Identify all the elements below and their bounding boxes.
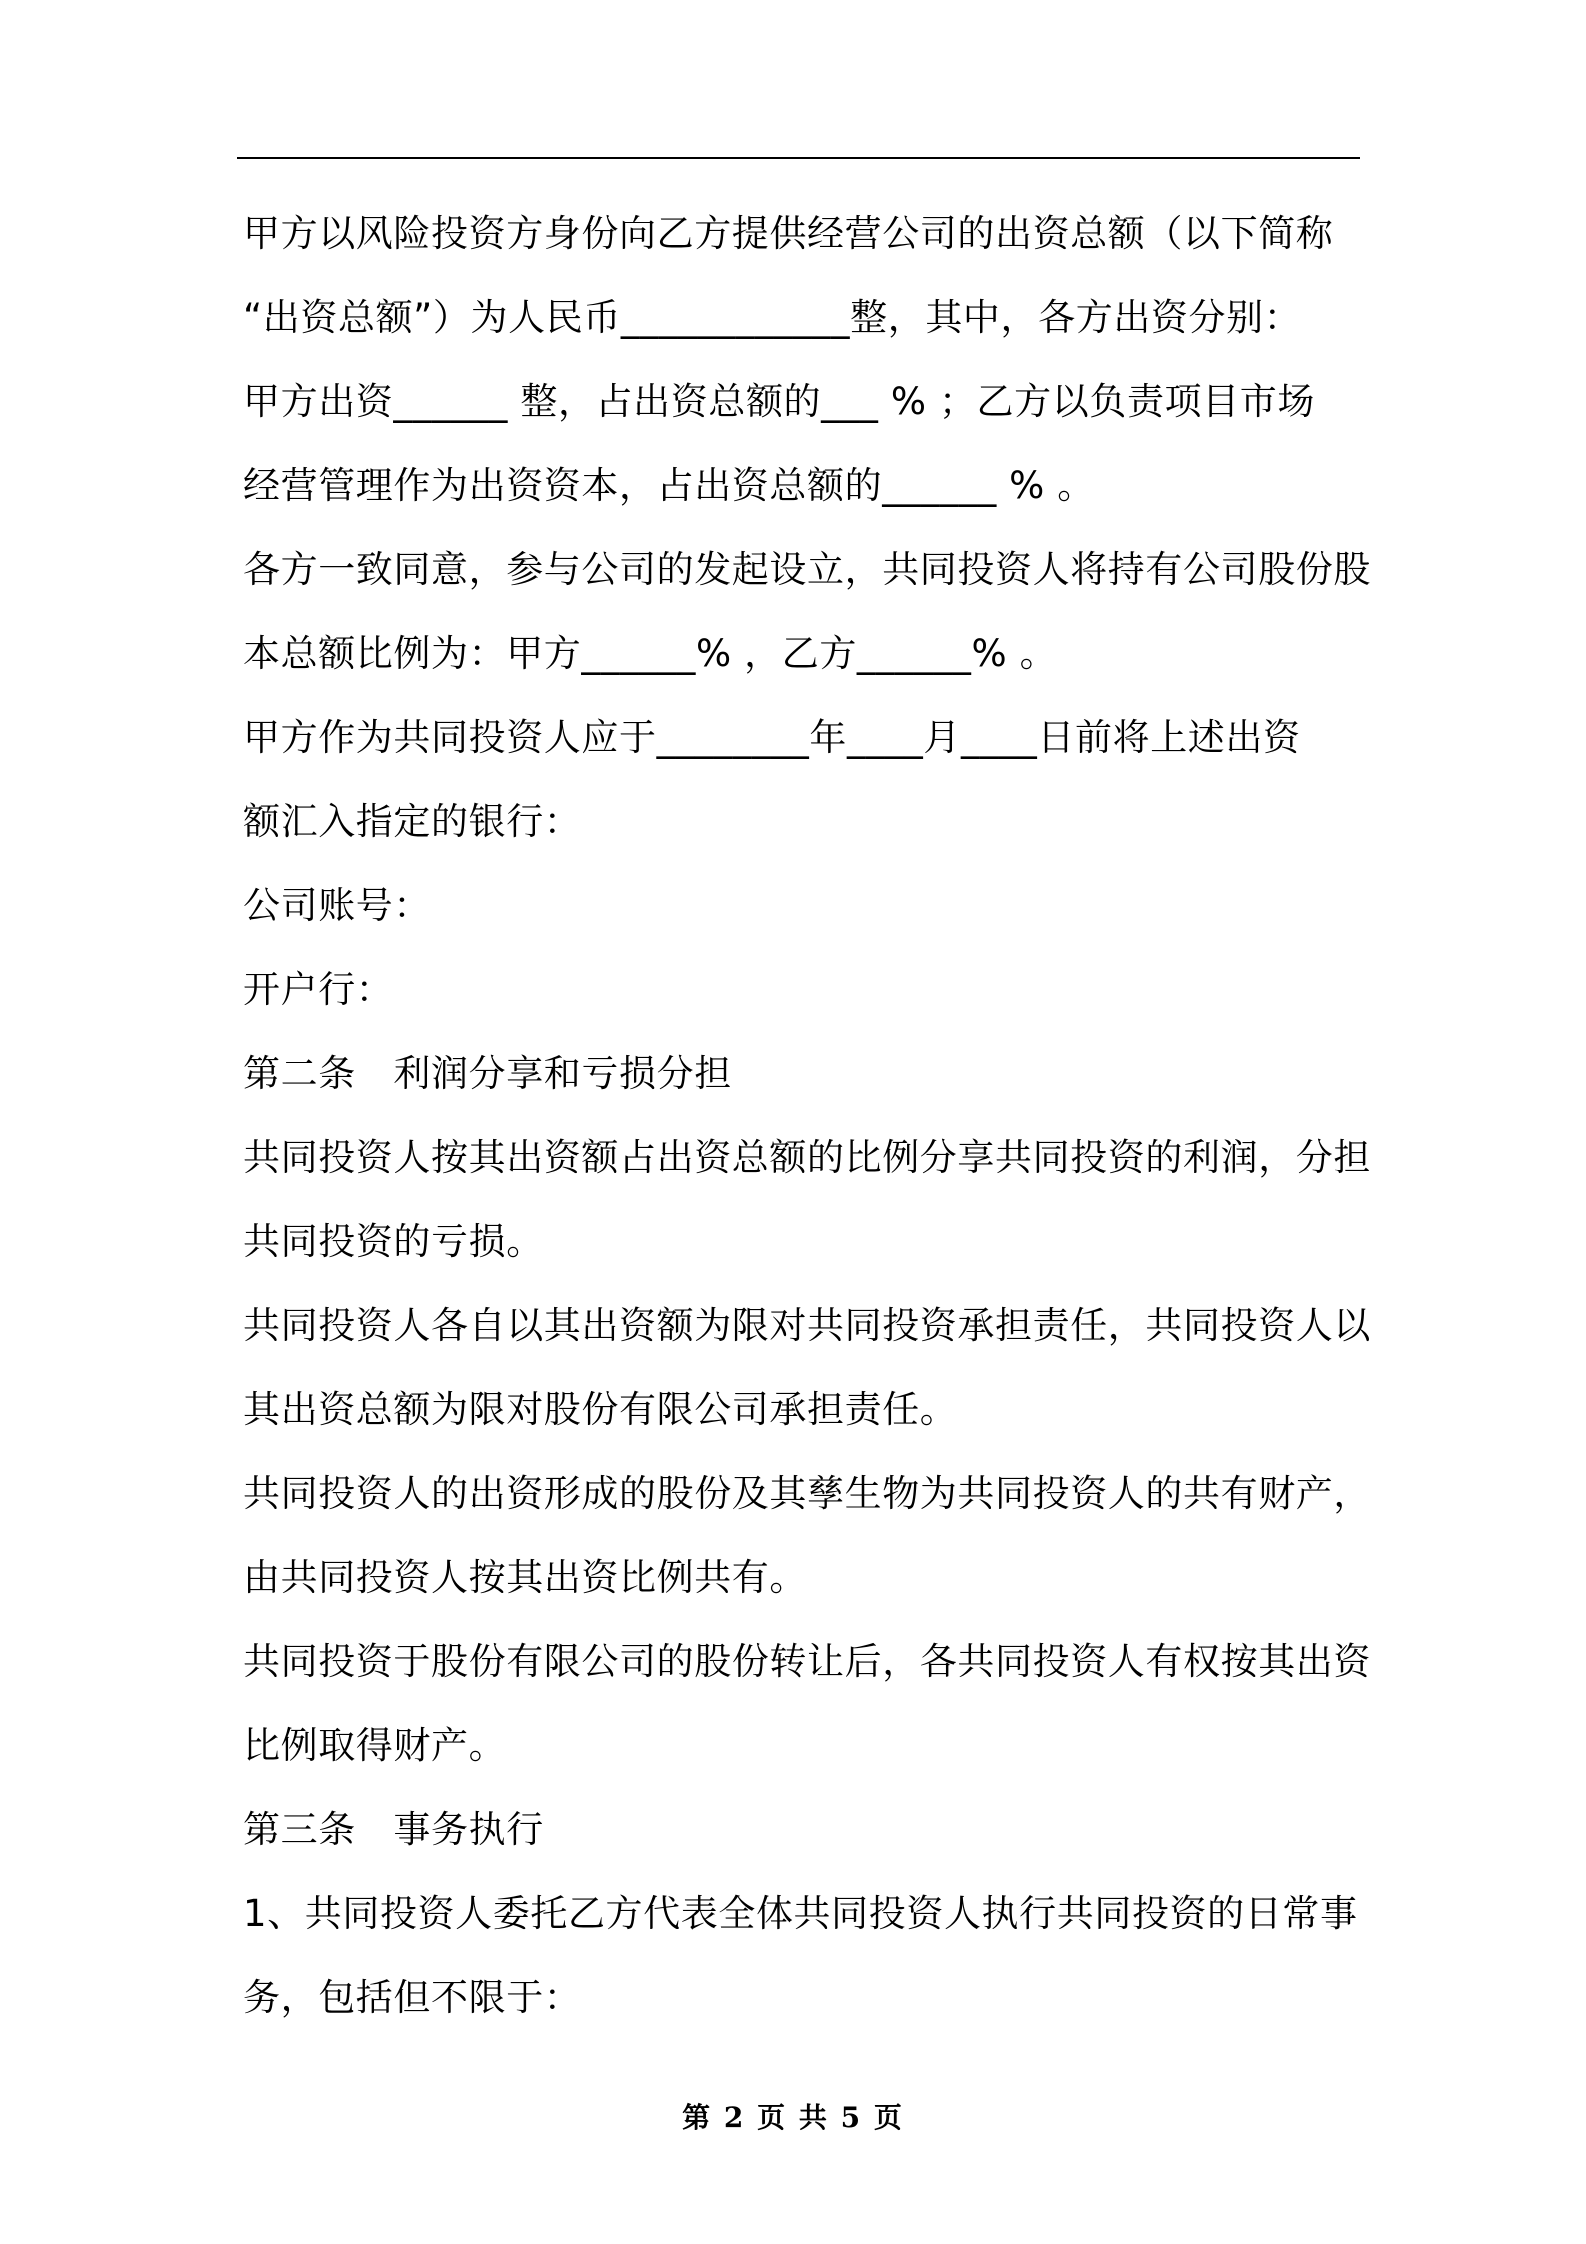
document-body: [243, 192, 1371, 2040]
article-3-heading: 第三条 事务执行: [243, 1808, 544, 1851]
paragraph-line: 务，包括但不限于：: [243, 1976, 582, 2019]
bank-branch-label: 开户行：: [243, 968, 394, 1011]
company-account-label: 公司账号：: [243, 884, 431, 927]
article-2-heading: 第二条 利润分享和亏损分担: [243, 1052, 732, 1095]
paragraph-line: 经营管理作为出资资本，占出资总额的______ % 。: [243, 464, 1095, 507]
paragraph-line: 甲方以风险投资方身份向乙方提供经营公司的出资总额（以下简称: [243, 212, 1334, 255]
paragraph-line: 共同投资人按其出资额占出资总额的比例分享共同投资的利润，分担: [243, 1136, 1371, 1179]
paragraph-line: 甲方作为共同投资人应于________年____月____日前将上述出资: [243, 716, 1301, 759]
paragraph-line: 本总额比例为：甲方______% ，乙方______% 。: [243, 632, 1058, 675]
page-number-footer: 第 2 页 共 5 页: [682, 2101, 904, 2134]
paragraph-line: 各方一致同意，参与公司的发起设立，共同投资人将持有公司股份股: [243, 548, 1371, 591]
paragraph-line: 由共同投资人按其出资比例共有。: [243, 1556, 807, 1599]
paragraph-line: 比例取得财产。: [243, 1724, 507, 1767]
paragraph-line: 共同投资人的出资形成的股份及其孳生物为共同投资人的共有财产，: [243, 1472, 1371, 1515]
paragraph-line: 甲方出资______ 整，占出资总额的___ % ；乙方以负责项目市场: [243, 380, 1315, 423]
paragraph-line: 共同投资于股份有限公司的股份转让后，各共同投资人有权按其出资: [243, 1640, 1371, 1683]
header-rule: [237, 157, 1360, 159]
paragraph-line: 共同投资的亏损。: [243, 1220, 544, 1263]
paragraph-line: “出资总额”）为人民币____________整，其中，各方出资分别：: [243, 296, 1302, 339]
paragraph-line: 1、共同投资人委托乙方代表全体共同投资人执行共同投资的日常事: [243, 1892, 1358, 1935]
paragraph-line: 共同投资人各自以其出资额为限对共同投资承担责任，共同投资人以: [243, 1304, 1371, 1347]
paragraph-line: 其出资总额为限对股份有限公司承担责任。: [243, 1388, 958, 1431]
paragraph-line: 额汇入指定的银行：: [243, 800, 582, 843]
